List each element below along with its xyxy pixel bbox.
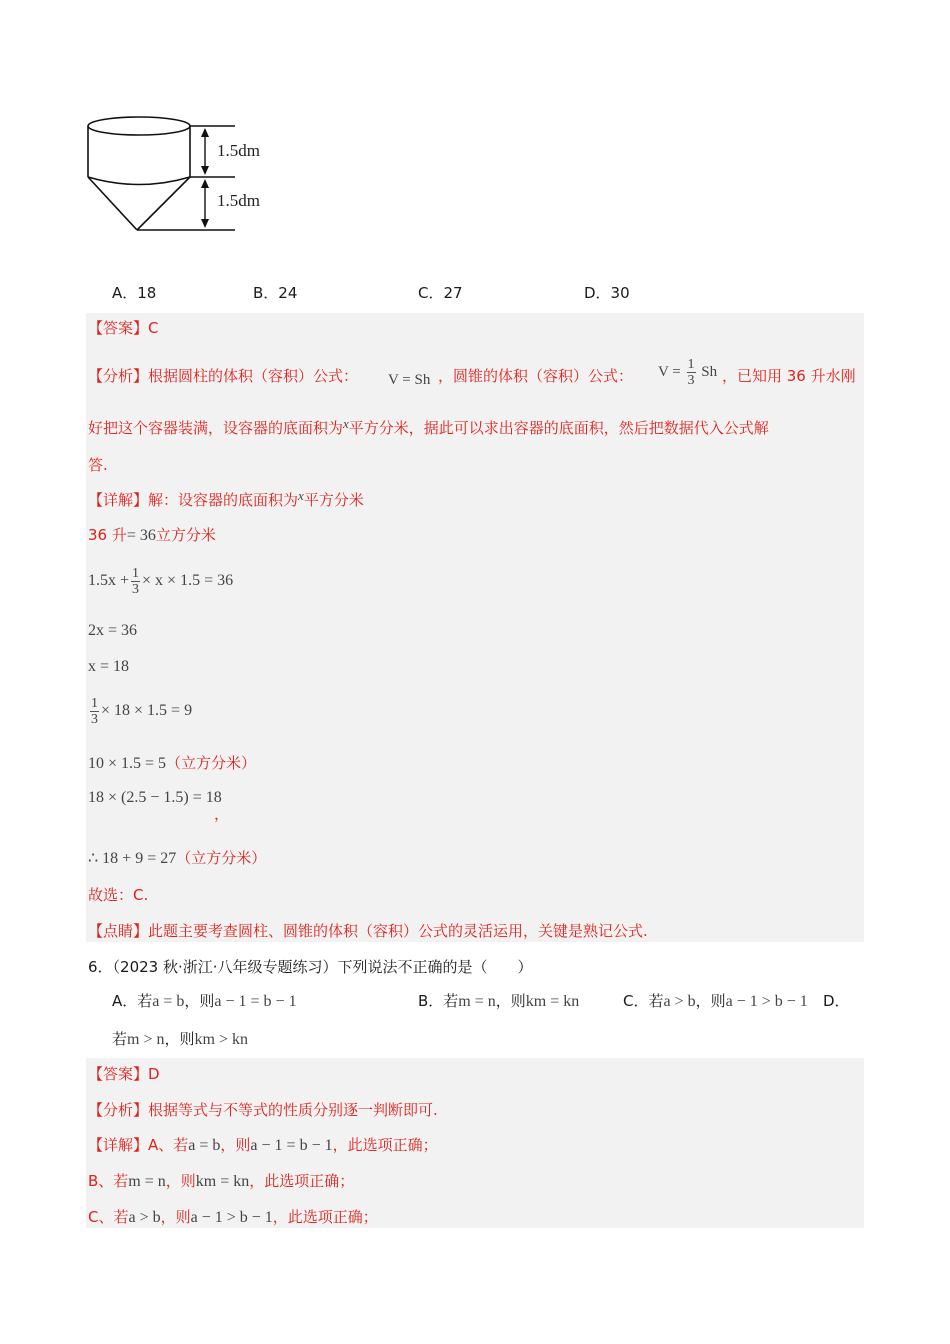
var-x: x (343, 416, 349, 431)
q5-detail-line (88, 490, 364, 511)
opt-cond: m > n (127, 1031, 165, 1048)
fraction-numerator: 1 (91, 696, 98, 711)
equation-5-unit: （立方分米） (166, 754, 257, 772)
detail-then: ，则 (160, 1208, 191, 1226)
detail-cond: a = b (188, 1137, 221, 1154)
analysis-tag: 【分析】 (88, 367, 149, 385)
container-figure (80, 110, 280, 240)
formula-cone-sh: Sh (701, 363, 718, 380)
detail-if: C、若 (88, 1208, 129, 1226)
opt-result: a − 1 > b − 1 (725, 993, 808, 1010)
equation-7 (88, 848, 266, 868)
analysis-tag: 【分析】 (88, 1101, 149, 1119)
fraction-denominator: 3 (132, 582, 140, 597)
answer-tag: 【答案】 (88, 1065, 149, 1083)
equation-4 (88, 696, 192, 727)
analysis-text-2: ，圆锥的体积（容积）公式： (438, 367, 634, 385)
opt-then: ，则 (184, 992, 215, 1010)
q6-detail-a (88, 1135, 438, 1156)
figure-label-top: 1.5dm (217, 141, 260, 160)
equation-5 (88, 753, 256, 773)
step-liters-b: = 36 (126, 527, 156, 544)
formula-cone (658, 357, 717, 388)
comment-line (88, 921, 648, 941)
analysis-text-6: 答. (88, 456, 108, 474)
opt-then: ，则 (495, 992, 526, 1010)
detail-if: A、若 (148, 1136, 189, 1154)
opt-label: C．若 (623, 992, 664, 1010)
comment-tag: 【点睛】 (88, 922, 149, 940)
analysis-text: 根据圆柱的体积（容积）公式： (148, 367, 359, 385)
equation-3: x = 18 (88, 658, 130, 675)
opt-cond: a = b (152, 993, 185, 1010)
opt-result: km > kn (194, 1031, 248, 1048)
fraction-one-third (90, 696, 99, 727)
formula-cone-v: V = (658, 363, 681, 380)
detail-then: ，则 (165, 1172, 196, 1190)
detail-verdict: ，此选项正确； (249, 1172, 355, 1190)
step-liters (88, 525, 216, 546)
formula-cylinder: V = Sh (388, 372, 431, 388)
fraction-numerator: 1 (687, 357, 695, 372)
fraction-numerator: 1 (132, 566, 140, 581)
opt-result: km = kn (525, 993, 580, 1010)
opt-cond: m = n (458, 993, 496, 1010)
comment-text: 此题主要考查圆柱、圆锥的体积（容积）公式的灵活运用，关键是熟记公式. (148, 922, 648, 940)
detail-result: a − 1 > b − 1 (190, 1209, 273, 1226)
detail-tag: 【详解】 (88, 491, 149, 509)
opt-then: ，则 (164, 1030, 195, 1048)
equation-7-text: ∴ 18 + 9 = 27 (88, 850, 177, 867)
detail-text-b: 平方分米 (303, 491, 364, 509)
q6-detail-b (88, 1171, 354, 1192)
fraction-denominator: 3 (91, 712, 98, 727)
option-b: B．24 (253, 284, 298, 302)
step-liters-c: 立方分米 (155, 526, 216, 544)
q6-option-d (112, 1029, 248, 1050)
q6-option-d-label: D． (823, 992, 850, 1010)
option-c: C．27 (418, 284, 463, 302)
opt-cond: a > b (663, 993, 696, 1010)
detail-verdict: ，此选项正确； (332, 1136, 438, 1154)
analysis-text-3: ，已知用 36 升水刚 (722, 367, 856, 385)
figure-label-bottom: 1.5dm (217, 191, 260, 210)
q5-answer-line (88, 318, 159, 338)
option-a: A．18 (112, 284, 157, 302)
equation-6: 18 × (2.5 − 1.5) = 18 (88, 789, 222, 806)
q6-analysis-line (88, 1100, 438, 1120)
var-x: x (298, 488, 304, 503)
equation-7-unit: （立方分米） (176, 849, 267, 867)
detail-tag: 【详解】 (88, 1136, 149, 1154)
equation-1 (88, 566, 233, 597)
answer-value: D (148, 1065, 160, 1083)
detail-result: a − 1 = b − 1 (250, 1137, 333, 1154)
q6-option-b (418, 991, 579, 1012)
equation-6-comma: ， (214, 805, 230, 823)
equation-5-text: 10 × 1.5 = 5 (88, 755, 167, 772)
detail-cond: a > b (128, 1209, 161, 1226)
opt-result: a − 1 = b − 1 (214, 993, 297, 1010)
q5-analysis-line-1 (88, 366, 358, 386)
equation-2: 2x = 36 (88, 622, 138, 639)
fraction-one-third (687, 357, 696, 388)
opt-if: 若 (112, 1030, 128, 1048)
analysis-text-5: 平方分米，据此可以求出容器的底面积，然后把数据代入公式解 (348, 419, 769, 437)
q6-detail-c (88, 1207, 378, 1228)
q6-stem: 6．（2023 秋·浙江·八年级专题练习）下列说法不正确的是（ ） (88, 958, 533, 976)
q6-option-a (112, 991, 297, 1012)
opt-label: B．若 (418, 992, 459, 1010)
detail-text: 解：设容器的底面积为 (148, 491, 299, 509)
detail-then: ，则 (220, 1136, 251, 1154)
answer-tag: 【答案】 (88, 319, 149, 337)
detail-if: B、若 (88, 1172, 129, 1190)
choose-line: 故选：C. (88, 886, 149, 904)
opt-then: ，则 (695, 992, 726, 1010)
detail-result: km = kn (195, 1173, 250, 1190)
analysis-text-4: 好把这个容器装满，设容器的底面积为 (88, 419, 344, 437)
fraction-one-third (131, 566, 140, 597)
equation-1-b: × x × 1.5 = 36 (142, 572, 234, 590)
fraction-denominator: 3 (687, 373, 695, 388)
answer-value: C (148, 319, 159, 337)
option-d: D．30 (584, 284, 630, 302)
q5-analysis-line-2 (88, 418, 769, 439)
q6-option-c (623, 991, 808, 1012)
detail-cond: m = n (128, 1173, 166, 1190)
detail-verdict: ，此选项正确； (272, 1208, 378, 1226)
equation-1-a: 1.5x + (88, 572, 130, 590)
step-liters-a: 36 升 (88, 526, 127, 544)
analysis-text: 根据等式与不等式的性质分别逐一判断即可. (148, 1101, 438, 1119)
opt-label: A．若 (112, 992, 153, 1010)
equation-4-text: × 18 × 1.5 = 9 (101, 702, 193, 720)
q6-answer-line (88, 1064, 160, 1084)
